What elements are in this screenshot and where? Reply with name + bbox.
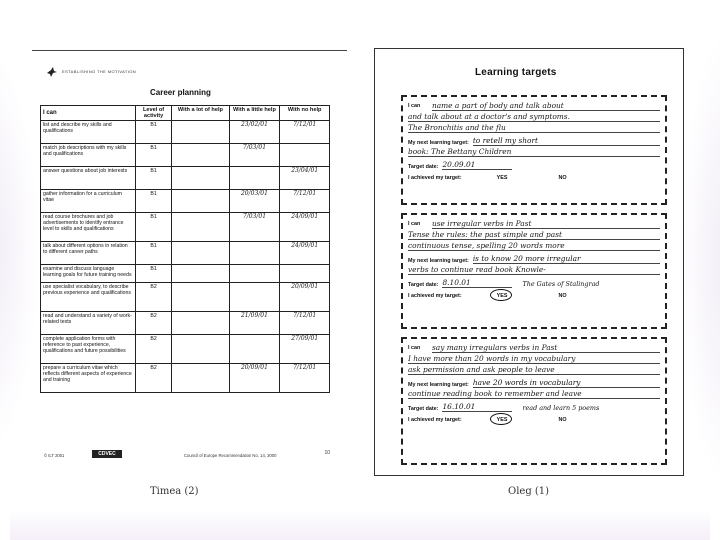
yes-circle-mark bbox=[490, 289, 512, 301]
little-help-cell bbox=[229, 242, 280, 265]
bird-logo-icon bbox=[46, 66, 58, 78]
next-target-label: My next learning target: bbox=[408, 258, 469, 264]
table-row bbox=[41, 265, 330, 283]
no-help-cell: 24/09/01 bbox=[280, 213, 330, 242]
no-help-cell: 27/09/01 bbox=[280, 335, 330, 364]
level-cell: B1 bbox=[135, 265, 171, 283]
table-row bbox=[41, 283, 330, 312]
handwritten-line: Tense the rules: the past simple and past bbox=[408, 229, 660, 240]
divider-rule bbox=[32, 50, 347, 51]
learning-target-box bbox=[401, 337, 667, 465]
level-cell: B2 bbox=[135, 312, 171, 335]
handwritten-line: to retell my short bbox=[473, 135, 660, 146]
handwritten-line: continuous tense, spelling 20 words more bbox=[408, 240, 660, 251]
little-help-cell: 21/09/01 bbox=[229, 312, 280, 335]
handwritten-line: verbs to continue read book Knowle- bbox=[408, 264, 660, 275]
learning-targets-page bbox=[374, 48, 684, 476]
no-help-cell bbox=[280, 265, 330, 283]
learning-target-box bbox=[401, 95, 667, 205]
no-help-cell: 7/12/01 bbox=[280, 190, 330, 213]
page-header bbox=[46, 66, 336, 76]
achieved-label: I achieved my target: bbox=[408, 175, 462, 181]
lot-help-cell bbox=[172, 335, 229, 364]
no-help-cell: 7/12/01 bbox=[280, 364, 330, 393]
lot-help-cell bbox=[172, 364, 229, 393]
little-help-cell bbox=[229, 167, 280, 190]
little-help-cell: 7/03/01 bbox=[229, 144, 280, 167]
can-do-statement: gather information for a curriculum vitae bbox=[41, 190, 136, 213]
level-cell: B2 bbox=[135, 335, 171, 364]
can-do-statement: complete application forms with reference to past experience, qualifications and future possibilities bbox=[41, 335, 136, 364]
handwritten-line: ask permission and ask people to leave bbox=[408, 364, 660, 375]
table-row bbox=[41, 213, 330, 242]
page-footer bbox=[44, 450, 336, 460]
yes-circle-mark bbox=[490, 413, 512, 425]
council-note: Council of Europe Recommendation No. 14, 2000 bbox=[184, 453, 277, 458]
background-decoration bbox=[680, 30, 720, 490]
lot-help-cell bbox=[172, 283, 229, 312]
i-can-label: I can bbox=[408, 103, 421, 109]
lot-help-cell bbox=[172, 312, 229, 335]
yes-option: YES bbox=[496, 417, 508, 423]
table-row bbox=[41, 242, 330, 265]
page-title: Career planning bbox=[150, 88, 211, 97]
can-do-statement: talk about different options in relation to different career paths bbox=[41, 242, 136, 265]
copyright-text: © ILT 2001 bbox=[44, 453, 65, 458]
lot-help-cell bbox=[172, 190, 229, 213]
can-do-statement: match job descriptions with my skills and qualifications bbox=[41, 144, 136, 167]
no-help-cell: 7/12/01 bbox=[280, 121, 330, 144]
target-date-label: Target date: bbox=[408, 406, 439, 412]
level-cell: B1 bbox=[135, 144, 171, 167]
little-help-cell bbox=[229, 335, 280, 364]
level-cell: B2 bbox=[135, 364, 171, 393]
handwritten-line: and talk about at a doctor's and symptoms. bbox=[408, 111, 660, 122]
publisher-logo: CDVEC bbox=[92, 450, 122, 458]
little-help-cell: 7/03/01 bbox=[229, 213, 280, 242]
handwritten-line: name a part of body and talk about bbox=[432, 100, 660, 111]
next-target-label: My next learning target: bbox=[408, 140, 469, 146]
yes-option: YES bbox=[496, 175, 508, 181]
no-option: NO bbox=[558, 417, 567, 423]
i-can-label: I can bbox=[408, 221, 421, 227]
target-date-label: Target date: bbox=[408, 164, 439, 170]
page-number: 10 bbox=[324, 450, 330, 456]
table-header-row bbox=[41, 106, 330, 121]
background-decoration bbox=[0, 40, 40, 460]
no-option: NO bbox=[558, 293, 567, 299]
little-help-cell bbox=[229, 265, 280, 283]
target-date-value: 20.09.01 bbox=[442, 159, 512, 170]
i-can-label: I can bbox=[408, 345, 421, 351]
column-header: Level of activity bbox=[135, 106, 171, 121]
target-date-value: 8.10.01 bbox=[442, 277, 512, 288]
no-help-cell: 7/12/01 bbox=[280, 312, 330, 335]
column-header: With no help bbox=[280, 106, 330, 121]
can-do-statement: examine and discuss language learning goals for future training needs bbox=[41, 265, 136, 283]
can-do-statement: read course brochures and job advertisements to identify entrance level to skills and qualifications bbox=[41, 213, 136, 242]
column-header: With a lot of help bbox=[172, 106, 229, 121]
can-do-statement: answer questions about job interests bbox=[41, 167, 136, 190]
can-do-statement: read and understand a variety of work-related texts bbox=[41, 312, 136, 335]
table-row bbox=[41, 312, 330, 335]
career-planning-table bbox=[40, 105, 330, 393]
handwritten-line: is to know 20 more irregular bbox=[473, 253, 660, 264]
left-caption: Timea (2) bbox=[150, 486, 199, 497]
target-date-label: Target date: bbox=[408, 282, 439, 288]
lot-help-cell bbox=[172, 242, 229, 265]
achieved-label: I achieved my target: bbox=[408, 417, 462, 423]
can-do-statement: prepare a curriculum vitae which reflects different aspects of experience and training bbox=[41, 364, 136, 393]
level-cell: B1 bbox=[135, 167, 171, 190]
lot-help-cell bbox=[172, 121, 229, 144]
next-target-label: My next learning target: bbox=[408, 382, 469, 388]
no-help-cell: 24/09/01 bbox=[280, 242, 330, 265]
table-row bbox=[41, 167, 330, 190]
lot-help-cell bbox=[172, 167, 229, 190]
table-row bbox=[41, 144, 330, 167]
level-cell: B1 bbox=[135, 242, 171, 265]
little-help-cell: 20/09/01 bbox=[229, 364, 280, 393]
level-cell: B1 bbox=[135, 121, 171, 144]
table-row bbox=[41, 364, 330, 393]
handwritten-line: book: The Bettany Children bbox=[408, 146, 660, 157]
page-title: Learning targets bbox=[475, 67, 557, 78]
header-text: ESTABLISHING THE MOTIVATION bbox=[62, 69, 137, 74]
can-do-statement: list and describe my skills and qualifications bbox=[41, 121, 136, 144]
little-help-cell bbox=[229, 283, 280, 312]
table-row bbox=[41, 190, 330, 213]
column-header: With a little help bbox=[229, 106, 280, 121]
handwritten-line: The Bronchitis and the flu bbox=[408, 122, 660, 133]
lot-help-cell bbox=[172, 213, 229, 242]
yes-option: YES bbox=[496, 293, 508, 299]
achieved-label: I achieved my target: bbox=[408, 293, 462, 299]
column-header: I can bbox=[41, 106, 136, 121]
handwritten-line: continue reading book to remember and leave bbox=[408, 388, 660, 399]
level-cell: B1 bbox=[135, 190, 171, 213]
handwritten-line: I have more than 20 words in my vocabulary bbox=[408, 353, 660, 364]
right-caption: Oleg (1) bbox=[508, 486, 550, 497]
little-help-cell: 23/02/01 bbox=[229, 121, 280, 144]
no-help-cell: 20/09/01 bbox=[280, 283, 330, 312]
table-row bbox=[41, 335, 330, 364]
no-option: NO bbox=[558, 175, 567, 181]
level-cell: B2 bbox=[135, 283, 171, 312]
handwritten-line: use irregular verbs in Past bbox=[432, 218, 660, 229]
can-do-statement: use specialist vocabulary, to describe previous experience and qualifications bbox=[41, 283, 136, 312]
lot-help-cell bbox=[172, 144, 229, 167]
career-planning-page bbox=[40, 58, 340, 468]
level-cell: B1 bbox=[135, 213, 171, 242]
handwritten-note: read and learn 5 poems bbox=[522, 404, 600, 412]
little-help-cell: 20/03/01 bbox=[229, 190, 280, 213]
background-decoration bbox=[10, 510, 710, 540]
target-date-value: 16.10.01 bbox=[442, 401, 512, 412]
no-help-cell bbox=[280, 144, 330, 167]
handwritten-line: say many irregulars verbs in Past bbox=[432, 342, 660, 353]
learning-target-box bbox=[401, 213, 667, 329]
handwritten-note: The Gates of Stalingrad bbox=[522, 280, 600, 288]
lot-help-cell bbox=[172, 265, 229, 283]
no-help-cell: 23/04/01 bbox=[280, 167, 330, 190]
table-row bbox=[41, 121, 330, 144]
handwritten-line: have 20 words in vocabulary bbox=[473, 377, 660, 388]
